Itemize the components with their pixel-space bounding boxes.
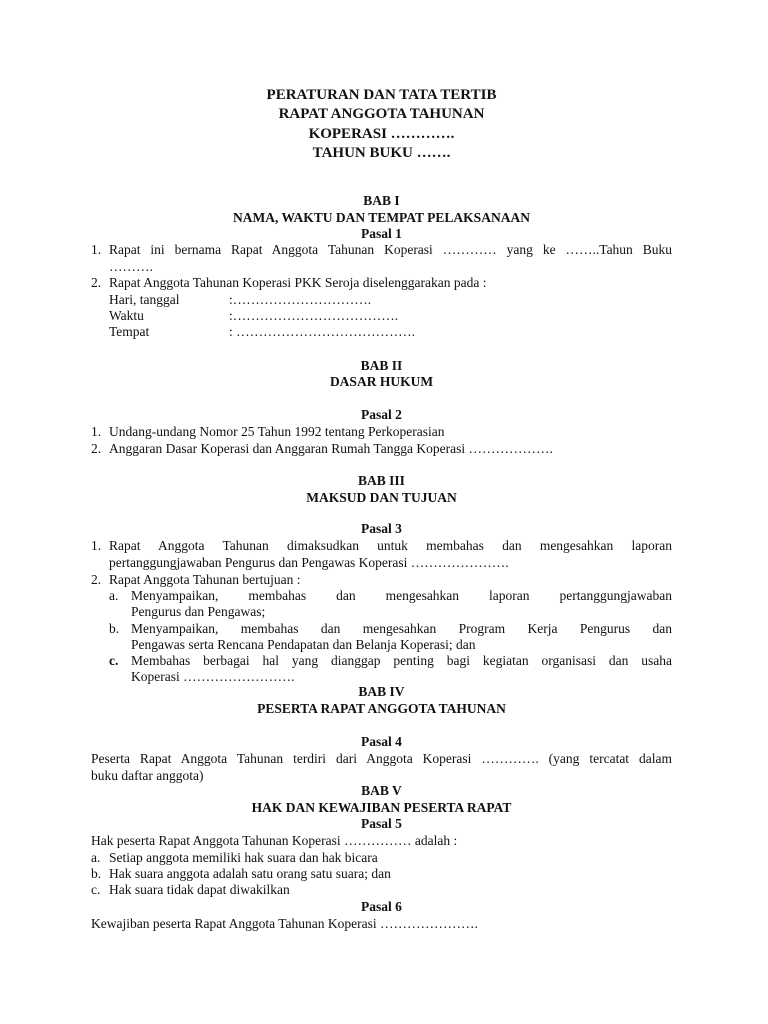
pasal1-item-1-line-1: Rapat ini bernama Rapat Anggota Tahunan Koperasi ………… yang ke ……..Tahun Buku (109, 242, 672, 257)
bab5-title: HAK DAN KEWAJIBAN PESERTA RAPAT (251, 800, 512, 815)
pasal2-item-2-text: Anggaran Dasar Koperasi dan Anggaran Rumah Tangga Koperasi ………………. (109, 441, 553, 456)
pasal5-heading: Pasal 5 (361, 816, 402, 831)
bab1-heading: BAB I (363, 193, 400, 208)
item-number: 1. (91, 242, 102, 257)
field-tempat (109, 324, 672, 340)
item-number: 2. (91, 275, 102, 290)
field-value: :………………………………. (229, 308, 399, 323)
pasal1-item-1-line-2: ………. (109, 259, 153, 274)
pasal2-item-1-text: Undang-undang Nomor 25 Tahun 1992 tentang Perkoperasian (109, 424, 445, 439)
bab2-heading: BAB II (360, 358, 403, 373)
subitem-marker: a. (91, 850, 101, 865)
title-line-1: PERATURAN DAN TATA TERTIB (266, 87, 497, 103)
subitem-marker: b. (109, 621, 120, 636)
pasal5-intro: Hak peserta Rapat Anggota Tahunan Koperasi …………… adalah : (91, 833, 458, 848)
title-line-3: KOPERASI …………. (308, 126, 455, 142)
bab1-title: NAMA, WAKTU DAN TEMPAT PELAKSANAAN (233, 210, 530, 225)
pasal3-heading: Pasal 3 (361, 521, 402, 536)
pasal3-subitem-b-line-1: Menyampaikan, membahas dan mengesahkan Program Kerja Pengurus dan (131, 621, 672, 636)
pasal6-intro: Kewajiban peserta Rapat Anggota Tahunan Koperasi …………………. (91, 916, 478, 931)
pasal4-heading: Pasal 4 (361, 734, 402, 749)
pasal3-item-1-line-1: Rapat Anggota Tahunan dimaksudkan untuk membahas dan mengesahkan laporan (109, 538, 672, 553)
subitem-marker: c. (109, 653, 119, 668)
item-number: 2. (91, 441, 102, 456)
field-label: Waktu (109, 308, 144, 323)
pasal3-subitem-c-line-2: Koperasi ……………………. (131, 669, 295, 684)
bab4-heading: BAB IV (358, 684, 405, 699)
subitem-marker: a. (109, 588, 119, 603)
bab3-title: MAKSUD DAN TUJUAN (306, 490, 457, 505)
item-number: 1. (91, 538, 102, 553)
pasal2-heading: Pasal 2 (361, 407, 402, 422)
pasal1-item-2-text: Rapat Anggota Tahunan Koperasi PKK Seroja diselenggarakan pada : (109, 275, 487, 290)
title-line-4: TAHUN BUKU ……. (312, 145, 451, 161)
field-waktu (109, 308, 672, 324)
field-label: Hari, tanggal (109, 292, 180, 307)
item-number: 2. (91, 572, 102, 587)
title-line-2: RAPAT ANGGOTA TAHUNAN (278, 106, 485, 122)
field-label: Tempat (109, 324, 150, 339)
subitem-marker: b. (91, 866, 102, 881)
pasal3-subitem-a-line-1: Menyampaikan, membahas dan mengesahkan laporan pertanggungjawaban (131, 588, 672, 603)
pasal5-item-b-text: Hak suara anggota adalah satu orang satu suara; dan (109, 866, 391, 881)
item-number: 1. (91, 424, 102, 439)
bab2-title: DASAR HUKUM (329, 374, 434, 389)
subitem-marker: c. (91, 882, 101, 897)
pasal3-subitem-b-line-2: Pengawas serta Rencana Pendapatan dan Belanja Koperasi; dan (131, 637, 476, 652)
bab4-title: PESERTA RAPAT ANGGOTA TAHUNAN (257, 701, 506, 716)
pasal3-item-2-text: Rapat Anggota Tahunan bertujuan : (109, 572, 301, 587)
pasal3-subitem-a-line-2: Pengurus dan Pengawas; (131, 604, 266, 619)
bab5-heading: BAB V (361, 783, 402, 798)
pasal3-item-1-line-2: pertanggungjawaban Pengurus dan Pengawas Koperasi …………………. (109, 555, 509, 570)
pasal1-heading: Pasal 1 (361, 226, 402, 241)
pasal5-item-c-text: Hak suara tidak dapat diwakilkan (109, 882, 290, 897)
field-value: :…………………………. (229, 292, 372, 307)
pasal5-item-a-text: Setiap anggota memiliki hak suara dan hak bicara (109, 850, 378, 865)
pasal4-text-line-2: buku daftar anggota) (91, 768, 204, 783)
field-hari-tanggal (109, 292, 672, 308)
pasal6-heading: Pasal 6 (361, 899, 402, 914)
field-value: : …………………………………. (229, 324, 416, 339)
pasal3-subitem-c-line-1: Membahas berbagai hal yang dianggap penting bagi kegiatan organisasi dan usaha (131, 653, 672, 668)
bab3-heading: BAB III (358, 473, 405, 488)
pasal4-text-line-1: Peserta Rapat Anggota Tahunan terdiri dari Anggota Koperasi …………. (yang tercatat dalam (91, 751, 672, 766)
